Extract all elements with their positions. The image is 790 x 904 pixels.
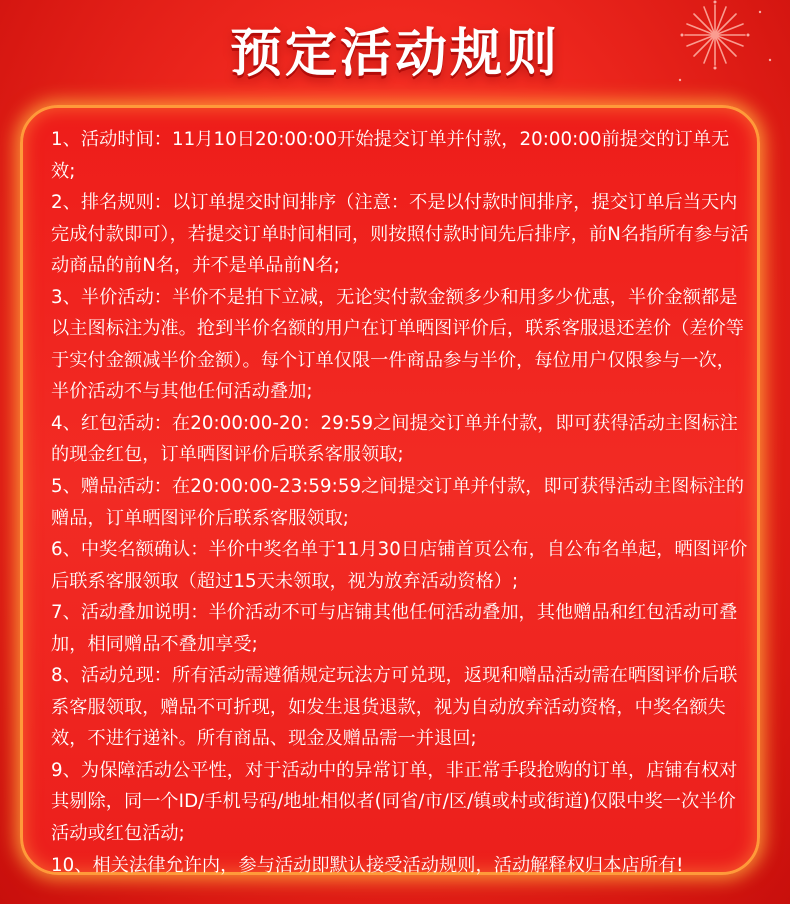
- rule-item: 6、中奖名额确认：半价中奖名单于11月30日店铺首页公布，自公布名单起，晒图评价后联系客服领取（超过15天未领取，视为放弃活动资格）;: [51, 539, 748, 592]
- rule-item: 8、活动兑现：所有活动需遵循规定玩法方可兑现，返现和赠品活动需在晒图评价后联系客服领取，赠品不可折现，如发生退货退款，视为自动放弃活动资格，中奖名额失效，不进行递补。所有商品、现金及赠品需一并退回;: [51, 665, 738, 750]
- rule-item: 7、活动叠加说明：半价活动不可与店铺其他任何活动叠加，其他赠品和红包活动可叠加，相同赠品不叠加享受;: [51, 602, 738, 655]
- rule-item: 3、半价活动：半价不是拍下立减，无论实付款金额多少和用多少优惠，半价金额都是以主图标注为准。抢到半价名额的用户在订单晒图评价后，联系客服退还差价（差价等于实付金额减半价金额）。每个订单仅限一件商品参与半价，每位用户仅限参与一次，半价活动不与其他任何活动叠加;: [51, 286, 745, 403]
- rule-item: 4、红包活动：在20:00:00-20：29:59之间提交订单并付款，即可获得活动主图标注的现金红包，订单晒图评价后联系客服领取;: [51, 412, 738, 466]
- rule-item: 2、排名规则：以订单提交时间排序（注意：不是以付款时间排序，提交订单后当天内完成付款即可），若提交订单时间相同，则按照付款时间先后排序，前N名指所有参与活动商品的前N名，并不是单品前N名;: [51, 192, 749, 277]
- rule-item: 5、赠品活动：在20:00:00-23:59:59之间提交订单并付款，即可获得活动主图标注的赠品，订单晒图评价后联系客服领取;: [51, 476, 745, 529]
- rule-item: 9、为保障活动公平性，对于活动中的异常订单，非正常手段抢购的订单，店铺有权对其剔除，同一个ID/手机号码/地址相似者(同省/市/区/镇或村或街道)仅限中奖一次半价活动或红包活动;: [51, 759, 738, 845]
- rule-item: 1、活动时间：11月10日20:00:00开始提交订单并付款，20:00:00前提交的订单无效;: [51, 129, 730, 182]
- rule-item: 10、相关法律允许内，参与活动即默认接受活动规则，活动解释权归本店所有!: [51, 854, 684, 876]
- rules-list: [51, 124, 751, 881]
- page-title: 预定活动规则: [229, 24, 560, 84]
